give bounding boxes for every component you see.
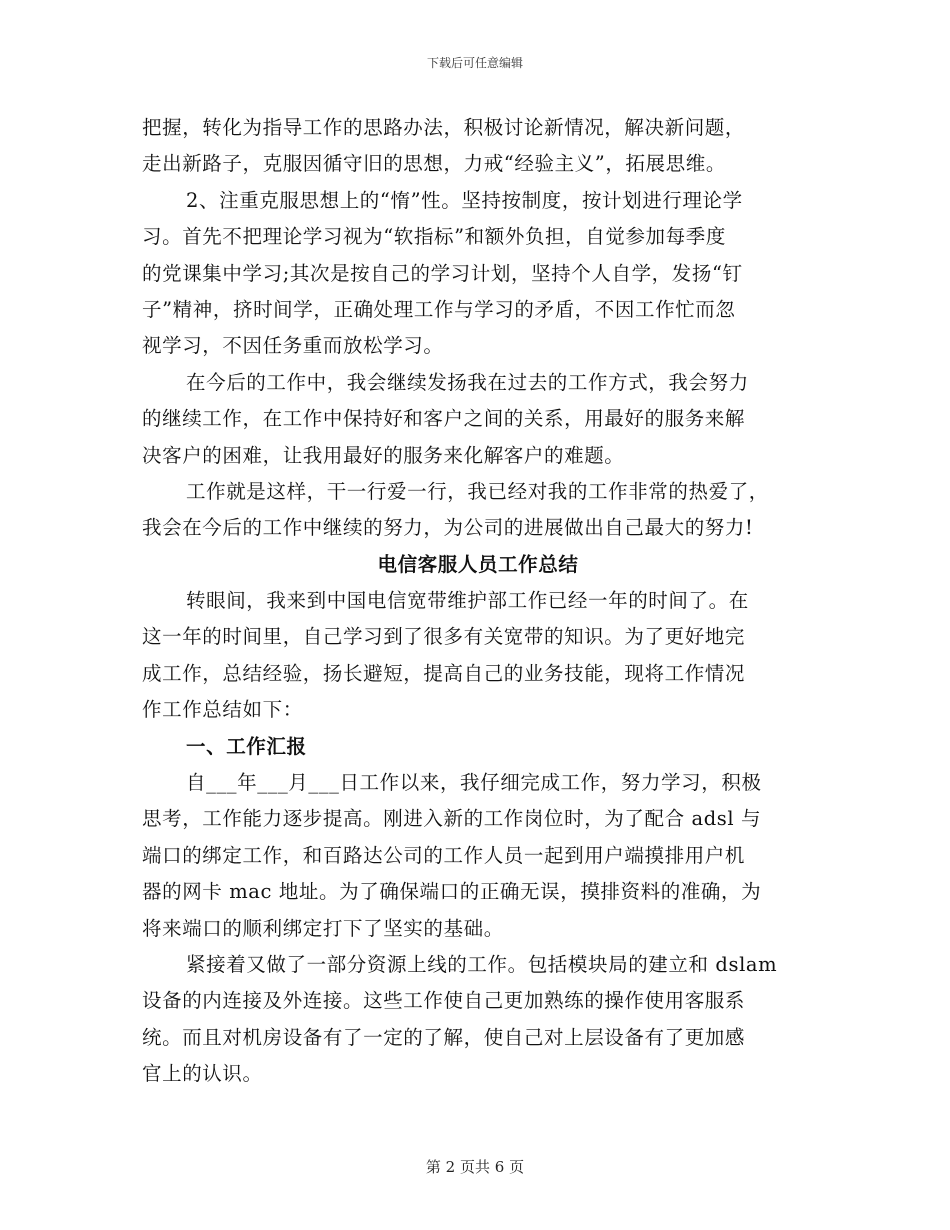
text-line: 走出新路子，克服因循守旧的思想，力戒“经验主义”，拓展思维。 (142, 152, 726, 176)
text-line: 官上的认识。 (142, 1062, 263, 1086)
text-line: 2、注重克服思想上的“惰”性。坚持按制度，按计划进行理论学 (186, 188, 743, 212)
text-line: 的继续工作，在工作中保持好和客户之间的关系，用最好的服务来解 (142, 407, 746, 431)
text-line: 紧接着又做了一部分资源上线的工作。包括模块局的建立和 dslam (186, 952, 778, 976)
text-line: 子”精神，挤时间学，正确处理工作与学习的矛盾，不因工作忙而忽 (142, 297, 736, 321)
text-line: 工作就是这样，干一行爱一行，我已经对我的工作非常的热爱了， (186, 479, 769, 503)
text-line: 端口的绑定工作，和百路达公司的工作人员一起到用户端摸排用户机 (142, 843, 746, 867)
section-title: 电信客服人员工作总结 (377, 552, 579, 576)
text-line: 在今后的工作中，我会继续发扬我在过去的工作方式，我会努力 (186, 370, 749, 394)
text-line: 成工作，总结经验，扬长避短，提高自己的业务技能，现将工作情况 (142, 661, 746, 685)
text-line: 将来端口的顺利绑定打下了坚实的基础。 (142, 916, 504, 940)
text-line: 把握，转化为指导工作的思路办法，积极讨论新情况，解决新问题， (142, 116, 746, 139)
text-line: 转眼间，我来到中国电信宽带维护部工作已经一年的时间了。在 (186, 589, 749, 613)
text-line: 决客户的困难，让我用最好的服务来化解客户的难题。 (142, 443, 625, 467)
text-line: 我会在今后的工作中继续的努力，为公司的进展做出自己最大的努力! (142, 516, 754, 540)
text-line: 这一年的时间里，自己学习到了很多有关宽带的知识。为了更好地完 (142, 625, 746, 649)
text-line: 作工作总结如下： (142, 698, 303, 722)
text-line: 视学习，不因任务重而放松学习。 (142, 334, 444, 358)
page-header: 下载后可任意编辑 (426, 56, 523, 70)
page-footer: 第 2 页共 6 页 (425, 1158, 525, 1176)
text-line: 器的网卡 mac 地址。为了确保端口的正确无误，摸排资料的准确，为 (142, 880, 762, 904)
text-line: 统。而且对机房设备有了一定的了解，使自己对上层设备有了更加感 (142, 1025, 746, 1049)
text-line: 习。首先不把理论学习视为“软指标”和额外负担，自觉参加每季度 (142, 225, 726, 249)
subsection-heading: 一、工作汇报 (186, 734, 307, 758)
text-line: 思考，工作能力逐步提高。刚进入新的工作岗位时，为了配合 adsl 与 (142, 807, 762, 831)
text-line: 的党课集中学习;其次是按自己的学习计划，坚持个人自学，发扬“钉 (142, 261, 743, 285)
document-body (142, 110, 814, 1093)
text-line: 自___年___月___日工作以来，我仔细完成工作，努力学习，积极 (186, 771, 762, 795)
text-line: 设备的内连接及外连接。这些工作使自己更加熟练的操作使用客服系 (142, 989, 746, 1013)
